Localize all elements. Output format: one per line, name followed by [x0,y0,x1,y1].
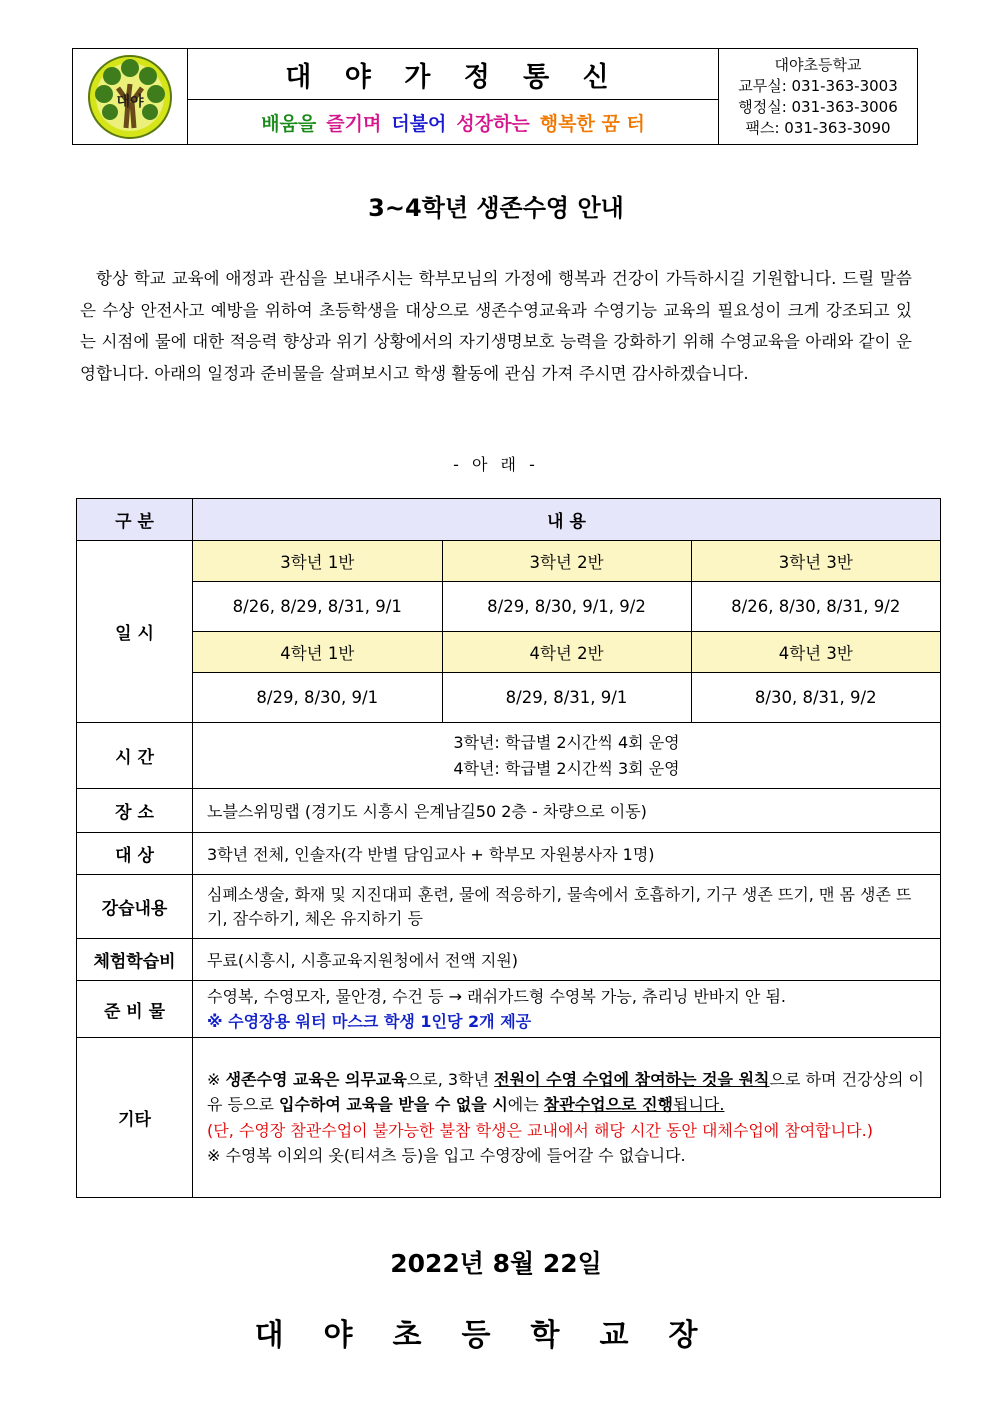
class-name: 4학년 3반 [691,632,940,673]
slogan-word: 성장하는 [456,112,530,135]
letterhead [72,48,918,145]
newsletter-title: 대 야 가 정 통 신 [188,49,718,100]
class-name: 4학년 1반 [193,632,442,673]
etc-main-note [207,1067,924,1118]
fax-number: 팩스: 031-363-3090 [745,118,891,137]
issue-date: 2022년 8월 22일 [390,1249,602,1278]
class-name: 3학년 2반 [442,541,691,582]
class-name: 4학년 2반 [442,632,691,673]
col-header-category: 구 분 [77,499,193,541]
etc-text: 참관수업으로 진행 [543,1095,673,1114]
logo-text: 대야 [116,93,144,110]
school-logo [73,49,188,144]
slogan-word: 행복한 꿈 터 [539,112,645,135]
etc-alternative-note: (단, 수영장 참관수업이 불가능한 불참 학생은 교내에서 해당 시간 동안 대체수업에 참여합니다.) [207,1120,873,1140]
school-name: 대야초등학교 [774,55,862,74]
etc-text: 으로 하며 건강상의 이유 등으로 [207,1069,924,1114]
class-dates: 8/29, 8/31, 9/1 [442,673,691,723]
place-value: 노블스위밍랩 (경기도 시흥시 은계남길50 2층 - 차량으로 이동) [193,789,941,833]
supplies-label: 준 비 물 [77,981,193,1038]
etc-label: 기타 [77,1038,193,1198]
school-slogan [188,100,718,144]
etc-text: 에는 [507,1095,544,1114]
col-header-content: 내 용 [193,499,941,541]
slogan-word: 즐기며 [326,112,382,135]
class-dates: 8/26, 8/30, 8/31, 9/2 [691,582,940,632]
etc-text: 됩니다. [673,1095,725,1114]
content-label: 강습내용 [77,875,193,939]
etc-text: 으로, 3학년 [406,1069,495,1089]
slogan-word: 더불어 [391,112,447,135]
etc-text: ※ [207,1069,226,1089]
info-table [76,498,941,1198]
schedule-grid-cell [193,541,941,723]
fee-label: 체험학습비 [77,939,193,981]
intro-paragraph: 항상 학교 교육에 애정과 관심을 보내주시는 학부모님의 가정에 행복과 건강이 가득하시길 기원합니다. 드릴 말씀은 수상 안전사고 예방을 위하여 초등학생을 대상으로 생존수영교육과 수영기능 교육의 필요성이 크게 강조되고 있는 시점에 물에 대한 적응력 향상과 위기 상황에서의 자기생명보호 능력을 강화하기 위해 수영교육을 아래와 같이 운영합니다. 아래의 일정과 준비물을 살펴보시고 학생 활동에 관심 가져 주시면 감사하겠습니다. [80,269,912,383]
content-value: 심폐소생술, 화재 및 지진대피 훈련, 물에 적응하기, 물속에서 호흡하기, 기구 생존 뜨기, 맨 몸 생존 뜨기, 잠수하기, 체온 유지하기 등 [193,875,941,939]
slogan-word: 배움을 [261,112,317,135]
tree-logo-icon [82,54,178,140]
office-phone: 교무실: 031-363-3003 [738,76,898,95]
document-title: 3~4학년 생존수영 안내 [368,194,624,222]
supplies-value [193,981,941,1038]
class-dates: 8/30, 8/31, 9/2 [691,673,940,723]
etc-value [193,1038,941,1198]
time-line: 4학년: 학급별 2시간씩 3회 운영 [453,758,680,778]
class-dates: 8/26, 8/29, 8/31, 9/1 [193,582,442,632]
class-dates: 8/29, 8/30, 9/1 [193,673,442,723]
supplies-list: 수영복, 수영모자, 물안경, 수건 등 → 래쉬가드형 수영복 가능, 츄리닝 반바지 안 됨. [207,987,787,1006]
fee-value: 무료(시흥시, 시흥교육지원청에서 전액 지원) [193,939,941,981]
admin-phone: 행정실: 031-363-3006 [738,97,898,116]
class-dates: 8/29, 8/30, 9/1, 9/2 [442,582,691,632]
class-name: 3학년 3반 [691,541,940,582]
etc-clothing-note: ※ 수영복 이외의 옷(티셔츠 등)을 입고 수영장에 들어갈 수 없습니다. [207,1146,686,1165]
schedule-label: 일 시 [77,541,193,723]
notice-marker: - 아 래 - [453,455,539,474]
etc-text: 생존수영 교육은 의무교육 [225,1069,407,1089]
schedule-grid [193,541,940,722]
supplies-note: ※ 수영장용 워터 마스크 학생 1인당 2개 제공 [207,1012,532,1031]
target-label: 대 상 [77,833,193,875]
etc-text: 전원이 수영 수업에 참여하는 것을 원칙 [494,1069,770,1089]
place-label: 장 소 [77,789,193,833]
time-line: 3학년: 학급별 2시간씩 4회 운영 [453,732,680,752]
contact-info [719,49,917,144]
class-name: 3학년 1반 [193,541,442,582]
time-value [193,723,941,789]
time-label: 시 간 [77,723,193,789]
etc-text: 입수하여 교육을 받을 수 없을 시 [279,1095,508,1114]
target-value: 3학년 전체, 인솔자(각 반별 담임교사 + 학부모 자원봉사자 1명) [193,833,941,875]
principal-signature: 대야초등학교장 [254,1318,738,1353]
